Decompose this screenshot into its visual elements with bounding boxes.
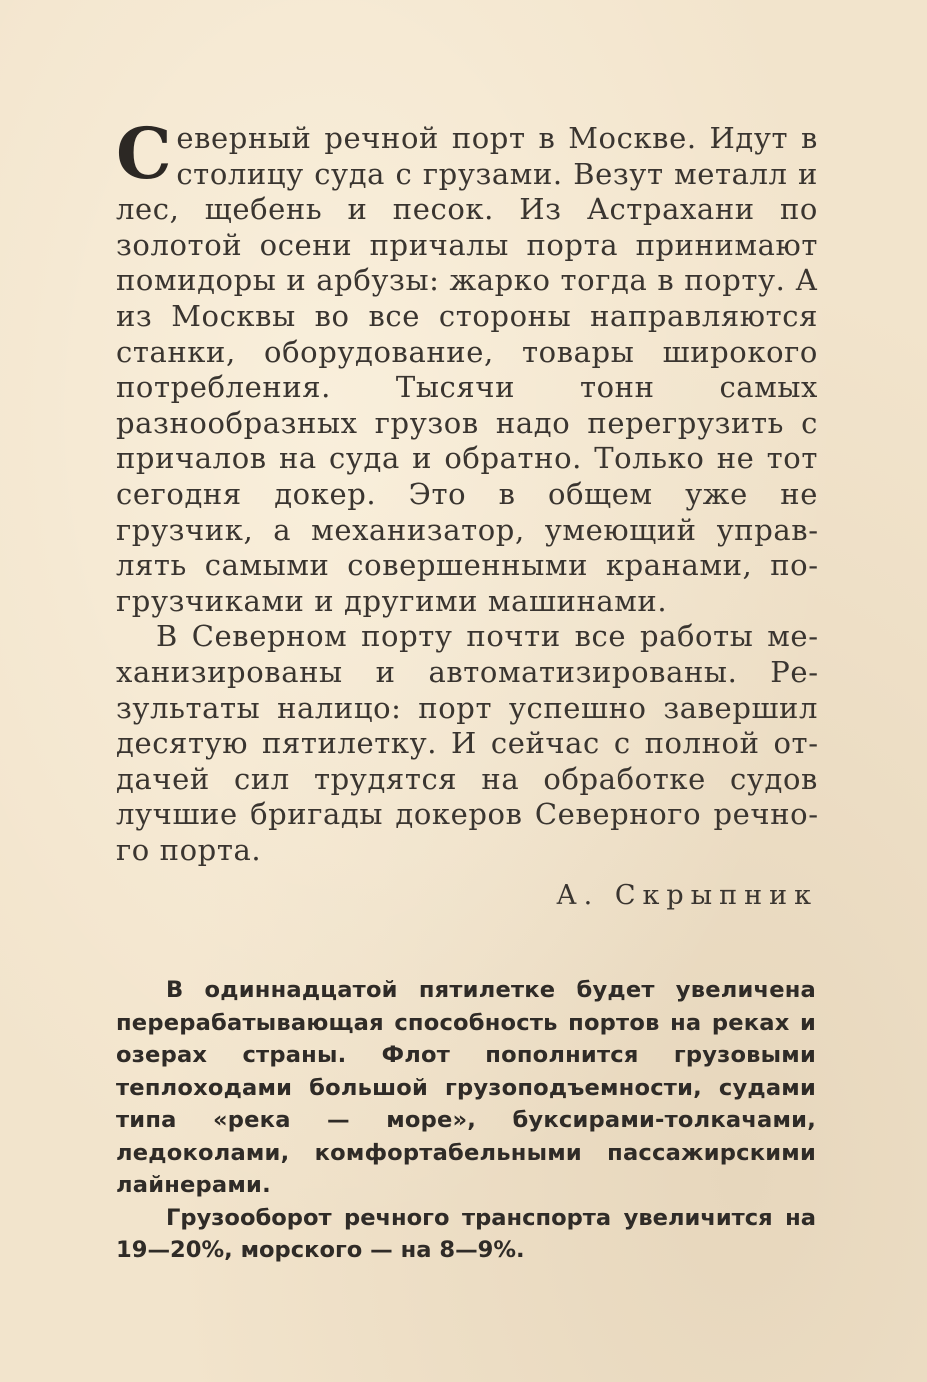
note-paragraph-2: Грузооборот речного транспорта увеличится на 19—20%, морского — на 8—9%. [116, 1204, 816, 1263]
five-year-plan-note [116, 974, 816, 1267]
article-paragraph-2: В Северном порту почти все работы механизированы и автоматизированы. Результаты налицо: порт успешно завершил десятую пятилетку. И сейчас с полной отдачей сил трудятся на обработке судов лучшие бригады докеров Северного речного порта. [116, 619, 818, 867]
drop-cap: С [116, 112, 173, 195]
article-text [116, 112, 818, 868]
article-paragraph-1-text: еверный речной порт в Москве. Идут в столицу суда с грузами. Везут металл и лес, щебень и песок. Из Астрахани по золотой осени причалы порта принимают помидоры и арбузы: жарко тогда в порту. А из Москвы во все стороны направляются станки, оборудование, товары широкого потребления. Тысячи тонн самых разнообразных грузов надо перегрузить с причалов на суда и обратно. Только не тот сегодня докер. Это в общем уже не грузчик, а механизатор, умеющий управлять самыми совершенными кранами, погрузчиками и другими машинами. [116, 121, 818, 618]
article-paragraph-1 [116, 112, 818, 619]
note-paragraph-1: В одиннадцатой пятилетке будет увеличена перерабатывающая способность портов на реках и озерах страны. Флот пополнится грузовыми теплоходами большой грузоподъемности, судами типа «река — море», буксирами-толкачами, ледоколами, комфортабельными пассажирскими лайнерами. [116, 977, 816, 1198]
author-signature: А. Скрыпник [556, 880, 818, 911]
